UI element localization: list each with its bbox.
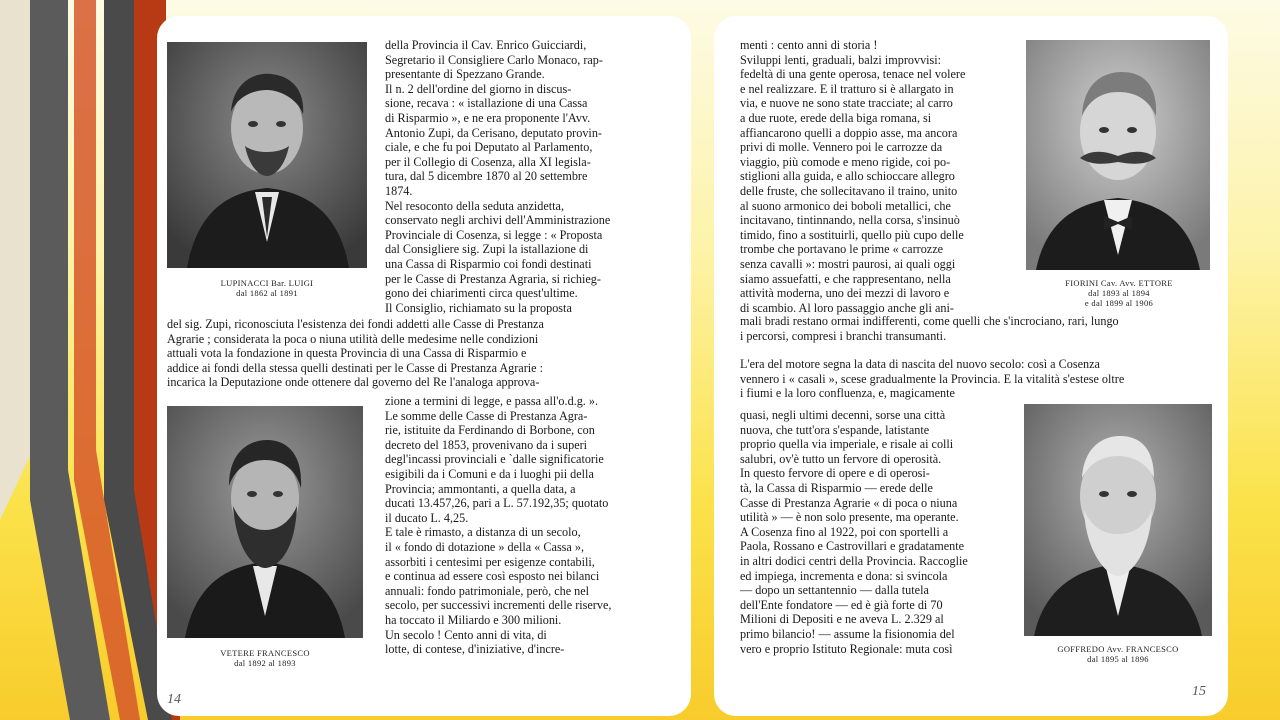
- caption-name: VETERE FRANCESCO: [220, 648, 310, 658]
- text-full-width-2: L'era del motore segna la data di nascita del nuovo secolo: così a Cosenza vennero i « casali », scese gradualmente la Provincia. E la vitalità s'estese oltre i fiumi e la loro confluenza, e, magicamente: [740, 357, 1125, 401]
- text-column-bottom: quasi, negli ultimi decenni, sorse una città nuova, che tutt'ora s'espande, latistante proprio quella via imperiale, e risale ai colli salubri, ov'è tutto un fervore di operosità. In questo fervore di opere e di operosi- tà, la Cassa di Risparmio — erede delle Casse di Prestanza Agrarie « di poca o niuna utilità » — è non solo presente, ma operante. A Cosenza fino al 1922, poi con sportelli a Paola, Rossano e Castrovillari e gradatamente in altri dodici centri della Provincia. Raccoglie ed impiega, incrementa e dona: si svincola — dopo un settantennio — dalla tutela dell'Ente fondatore — ed è già forte di 70 Milioni di Depositi e ne aveva L. 2.329 al primo bilancio! — assume la fisionomia del vero e proprio Istituto Regionale: muta così: [740, 408, 968, 656]
- portrait-vetere: [167, 406, 363, 638]
- caption-name: GOFFREDO Avv. FRANCESCO: [1057, 644, 1179, 654]
- right-page: [714, 16, 1228, 716]
- text-column-top: della Provincia il Cav. Enrico Guicciardi, Segretario il Consigliere Carlo Monaco, rap- presentante di Spezzano Grande. Il n. 2 dell'ordine del giorno in discus- sione, recava : « istallazione di una Cassa di Risparmio », e ne era proponente l'Avv. Antonio Zupi, da Cerisano, deputato provin- ciale, e che fu poi Deputato al Parlamento, per il Collegio di Cosenza, alla XI legisla- tura, dal 5 dicembre 1870 al 20 settembre 1874. Nel resoconto della seduta anzidetta, conservato negli archivi dell'Amministrazione Provinciale di Cosenza, si legge : « Proposta dal Consigliere sig. Zupi la istallazione di una Cassa di Risparmio coi fondi destinati per le Casse di Prestanza Agraria, si richieg- gono dei chiarimenti circa quest'ultime. Il Consiglio, richiamato su la proposta: [385, 38, 611, 315]
- caption-goffredo: [1030, 644, 1206, 664]
- caption-fiorini: [1032, 278, 1206, 308]
- caption-vetere: [177, 648, 353, 668]
- page-number: 15: [1192, 684, 1206, 699]
- decorative-stripes: [0, 0, 180, 720]
- man-portrait-grey-beard-icon: [1024, 404, 1212, 636]
- page-number: 14: [167, 692, 181, 707]
- caption-name: LUPINACCI Bar. LUIGI: [220, 278, 314, 288]
- caption-years: dal 1895 al 1896: [1087, 654, 1149, 664]
- man-portrait-beard-icon: [167, 406, 363, 638]
- man-portrait-mustache-icon: [167, 42, 367, 268]
- text-full-width-1: mali bradi restano ormai indifferenti, come quelli che s'incrociano, rari, lungo i percorsi, compresi i branchi transumanti.: [740, 314, 1119, 343]
- caption-years: dal 1893 al 1894: [1088, 288, 1150, 298]
- text-column-bottom: zione a termini di legge, e passa all'o.d.g. ». Le somme delle Casse di Prestanza Agra- rie, istituite da Ferdinando di Borbone, con decreto del 1853, provenivano da i superi degl'incassi provinciali e `dalle significatorie esigibili da i Comuni e da i luoghi pii della Provincia; ammontanti, a quella data, a ducati 13.457,26, pari a L. 57.192,35; quotato il ducato L. 4,25. E tale è rimasto, a distanza di un secolo, il « fondo di dotazione » della « Cassa », assorbiti i centesimi per esigenze contabili, e continua ad essere così esposto nei bilanci annuali: fondo patrimoniale, però, che nel secolo, per successivi incrementi delle riserve, ha toccato il Miliardo e 300 milioni. Un secolo ! Cento anni di vita, di lotte, di contese, d'iniziative, d'incre-: [385, 394, 612, 657]
- caption-name: FIORINI Cav. Avv. ETTORE: [1065, 278, 1173, 288]
- left-page: [157, 16, 691, 716]
- text-column-top: menti : cento anni di storia ! Sviluppi lenti, graduali, balzi improvvisi: fedeltà di una gente operosa, tenace nel volere e nel realizzare. E il tratturo si è allargato in via, e nuove ne sono state tracciate; al carro a due ruote, erede della biga romana, si affiancarono quelli a doppio asse, ma ancora privi di molle. Vennero poi le carrozze da viaggio, più comode e meno rigide, coi po- stiglioni alla guida, e allo schioccare allegro delle fruste, che sollecitavano il traino, unito al suono armonico dei boboli metallici, che incitavano, tintinnando, nella corsa, s'insinuò timido, fino a sostituirli, quello più cupo delle trombe che portavano le prime « carrozze senza cavalli »: mostri paurosi, ai quali oggi siamo assuefatti, e che rappresentano, nella attività moderna, uno dei mezzi di lavoro e di scambio. Al loro passaggio anche gli ani-: [740, 38, 966, 315]
- man-portrait-mustache-bowtie-icon: [1026, 40, 1210, 270]
- caption-years: e dal 1899 al 1906: [1084, 298, 1154, 308]
- caption-years: dal 1892 al 1893: [234, 658, 296, 668]
- portrait-goffredo: [1024, 404, 1212, 636]
- caption-lupinacci: [177, 278, 357, 298]
- text-full-width: del sig. Zupi, riconosciuta l'esistenza dei fondi addetti alle Casse di Prestanza Agrarie ; considerata la poca o niuna utilità delle medesime nelle condizioni attuali vota la fondazione in questa Provincia di una Cassa di Risparmio e addice ai fondi della stessa quelli destinati per le Casse di Prestanza Agrarie : incarica la Deputazione onde ottenere dal governo del Re l'analoga approva-: [167, 317, 544, 390]
- portrait-fiorini: [1026, 40, 1210, 270]
- portrait-lupinacci: [167, 42, 367, 268]
- caption-years: dal 1862 al 1891: [236, 288, 298, 298]
